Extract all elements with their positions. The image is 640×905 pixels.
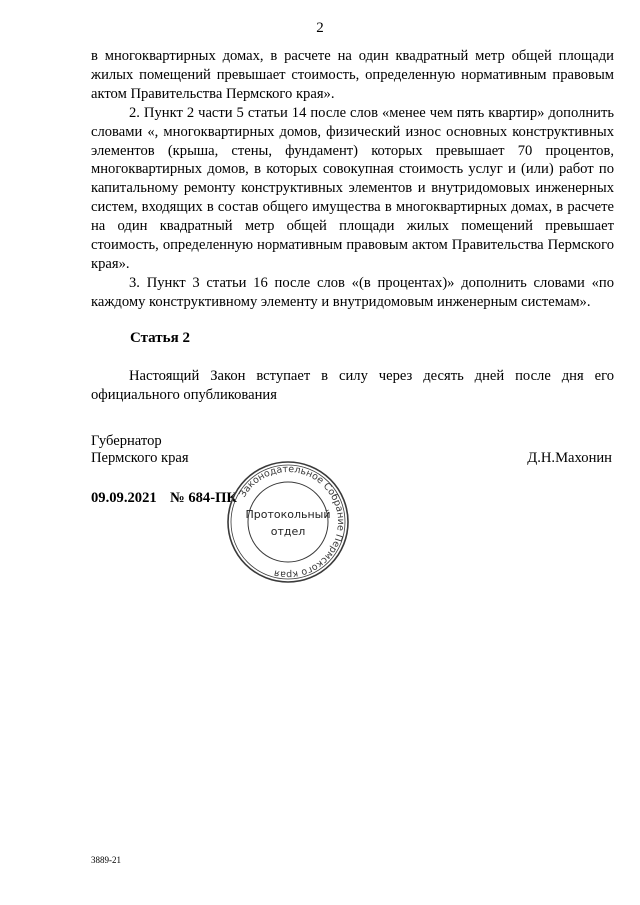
signature-title-line2: Пермского края (91, 450, 189, 466)
signature-title (91, 433, 189, 467)
stamp-outer-ring (228, 462, 348, 582)
page-number: 2 (316, 20, 324, 36)
paragraph-continuation: в многоквартирных домах, в расчете на один квадратный метр общей площади жилых помещений превышает стоимость, определенную нормативным правовым актом Правительства Пермского края». (91, 48, 614, 102)
article-text: Настоящий Закон вступает в силу через десять дней после дня его официального опубликования (91, 368, 614, 403)
stamp-center-line1: Протокольный (245, 508, 331, 521)
paragraph-item-2: 2. Пункт 2 части 5 статьи 14 после слов «менее чем пять квартир» дополнить словами «, многоквартирных домов, физический износ основных конструктивных элементов (крыша, стены, фундамент) которых превышает 70 процентов, многоквартирных домов, в которых совокупная стоимость услуг и (или) работ по капитальному ремонту конструктивных элементов и внутридомовых инженерных систем, входящих в состав общего имущества в многоквартирных домах, в расчете на один квадратный метр общей площади жилых помещений превышает стоимость, определенную нормативным правовым актом Правительства Пермского края». (91, 104, 614, 272)
article-heading: Статья 2 (130, 330, 190, 346)
document-number: № 684-ПК (170, 490, 237, 506)
signature-title-line1: Губернатор (91, 433, 162, 449)
body-text (91, 47, 614, 312)
footer-code: 3889-21 (91, 855, 121, 865)
stamp-ring-text: Законодательное Собрание Пермского края (237, 463, 347, 581)
signature-name: Д.Н.Махонин (527, 450, 612, 466)
document-date: 09.09.2021 (91, 490, 157, 506)
stamp-inner-ring (248, 482, 328, 562)
stamp-center-line2: отдел (270, 525, 306, 538)
stamp-seal (226, 460, 350, 584)
paragraph-item-3: 3. Пункт 3 статьи 16 после слов «(в процентах)» дополнить словами «по каждому конструктивному элементу и внутридомовым инженерным системам». (91, 274, 614, 310)
